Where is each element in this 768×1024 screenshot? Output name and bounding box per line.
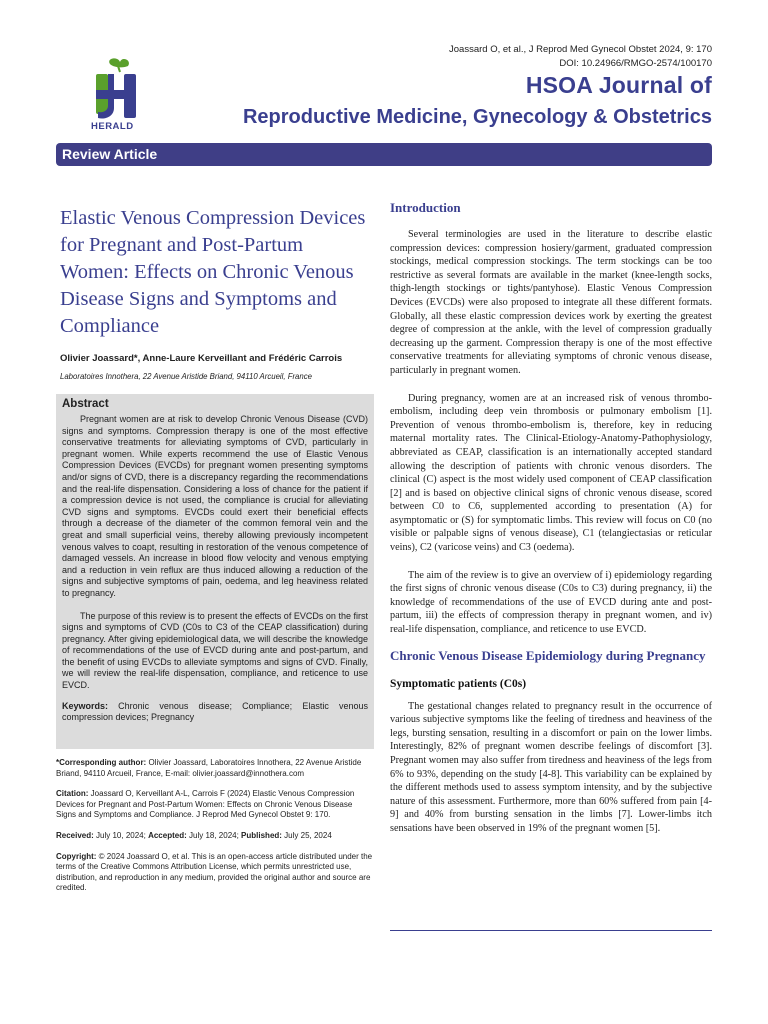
article-title: Elastic Venous Compression Devices for Pregnant and Post-Partum Women: Effects on Chronic Venous Disease Signs and Symptoms and Compliance bbox=[60, 207, 366, 337]
article-affiliation: Laboratoires Innothera, 22 Avenue Aristide Briand, 94110 Arcueil, France bbox=[60, 372, 312, 381]
section-heading-introduction: Introduction bbox=[390, 200, 461, 215]
note-label: Received: bbox=[56, 830, 94, 840]
body-column bbox=[390, 199, 712, 836]
abstract-paragraph: Pregnant women are at risk to develop Chronic Venous Disease (CVD) signs and symptoms. Compression therapy is one of the most effective conservative treatments for alleviating symptoms of CVD, particularly in pregnant women. While experts recommend the use of Elastic Venous Compression Devices (EVCDs) for pregnant women presenting symptoms and/or signs of CVD, there is a discrepancy regarding the recommendations and the real-life dispensation. Considering a loss of chance for the patient if a compression device is not used, the compliance is crucial for alleviating CVD signs and symptoms. EVCDs could exert their beneficial effects through a decrease of the diameter of the common femoral vein and the great and small superficial veins, thereby allowing previously incompetent venous valves to coapt, resulting in restoration of the venous competence of damaged vessels. An increase in blood flow velocity and venous emptying and a reduction in vein reflux are thus induced allowing a reduction of the signs and subjective symptoms of pain, oedema, and leg heaviness related to pregnancy. bbox=[62, 414, 368, 598]
article-type-label: Review Article bbox=[62, 146, 158, 162]
journal-title: HSOA Journal of bbox=[525, 72, 712, 98]
dates-note bbox=[56, 831, 374, 842]
body-paragraph: During pregnancy, women are at an increased risk of venous thrombo-embolism, including deep vein thrombosis or pulmonary embolism [1]. Prevention of venous thrombo-embolism is, therefore, key in reducing maternal mortality rates. The Clinical-Etiology-Anatomy-Pathophysiology, abbreviated as CEAP, classification is an internationally accepted standard allowing the description of patients with chronic venous disorders. The clinical (C) aspect is the most widely used component of CEAP classification [2] and is based on objective clinical signs of chronic venous disease, scored between C0 to C6, supplemented according to presentation (A) for asymptomatic or (S) for symptomatic limbs. This review will focus on C0 (no visible or palpable signs of venous disease), C1 (telangiectasias or reticular veins), C2 (varicose veins) and C3 (oedema). bbox=[390, 392, 712, 554]
note-label: Citation: bbox=[56, 789, 89, 799]
article-citation-header bbox=[449, 43, 712, 71]
body-paragraph: The aim of the review is to give an overview of i) epidemiology regarding the first signs of chronic venous disease (C0s to C3) during pregnancy, ii) the knowledge of recommendations of the use of EVCD during ante and post-partum, iii) the effects of compression therapy in pregnant women, and iv) real-life dispensation, compliance, and reticence to use EVCD. bbox=[390, 569, 712, 636]
keywords-label: Keywords: bbox=[62, 700, 109, 711]
title-block bbox=[56, 205, 374, 381]
doi-line: DOI: 10.24966/RMGO-2574/100170 bbox=[559, 58, 712, 69]
note-label: Published: bbox=[241, 830, 282, 840]
note-text: July 10, 2024; bbox=[96, 830, 146, 840]
journal-subtitle: Reproductive Medicine, Gynecology & Obstetrics bbox=[242, 106, 712, 128]
body-paragraph: The gestational changes related to pregnancy result in the occurrence of various subjective symptoms like the feeling of tiredness and heaviness of the legs, bursting sensation, resulting in a discomfort or pain on the lower limbs. Interestingly, 82% of pregnant women describe feelings of discomfort [3]. Pregnant women may also suffer from tiredness and heaviness of the legs from 6% to 93%, depending on the study [4-8]. This variability can be explained by the different methods used to assess symptom intensity, and by the subjective nature of this assessment. Furthermore, more than 60% suffered from pain [4-9] and 40% from bursting sensation in the limbs [7]. Lower-limbs itch sensations have been observed in 19% of the pregnant women [5]. bbox=[390, 700, 712, 834]
note-text: July 18, 2024; bbox=[189, 830, 239, 840]
article-authors: Olivier Joassard*, Anne-Laure Kerveillant and Frédéric Carrois bbox=[60, 353, 343, 364]
copyright-note bbox=[56, 852, 374, 894]
note-label: Copyright: bbox=[56, 851, 97, 861]
note-label: Accepted: bbox=[148, 830, 187, 840]
keywords-text: Chronic venous disease; Compliance; Elastic venous compression devices; Pregnancy bbox=[62, 700, 368, 723]
logo-text: HERALD bbox=[91, 121, 134, 132]
keywords bbox=[62, 701, 368, 724]
section-heading-epidemiology: Chronic Venous Disease Epidemiology during Pregnancy bbox=[390, 647, 706, 663]
subsection-heading-symptomatic: Symptomatic patients (C0s) bbox=[390, 677, 527, 690]
note-text: July 25, 2024 bbox=[284, 830, 332, 840]
abstract-heading: Abstract bbox=[62, 398, 109, 410]
citation-note bbox=[56, 789, 374, 821]
citation-line: Joassard O, et al., J Reprod Med Gynecol Obstet 2024, 9: 170 bbox=[449, 44, 712, 55]
note-text: © 2024 Joassard O, et al. This is an open-access article distributed under the terms of the Creative Commons Attribution License, which permits unrestricted use, distribution, and reproduction in any medium, provided the original author and source are credited. bbox=[56, 851, 373, 893]
note-text: Joassard O, Kerveillant A-L, Carrois F (2024) Elastic Venous Compression Devices for Pregnant and Post-Partum Women: Effects on Chronic Venous Disease Signs and Symptoms and Compliance. J Reprod Med Gynecol Obstet 9: 170. bbox=[56, 789, 355, 820]
corresponding-author-note bbox=[56, 758, 374, 779]
body-paragraph: Several terminologies are used in the literature to describe elastic compression devices: compression hosiery/garment, graduated compression stockings, medical compression stockings. The term stockings can be too restrictive as several formats are available in the market (knee-length socks, thigh-length stockings or tights/pantyhose). Elastic Venous Compression Devices (EVCDs) were also proposed to integrate all these different formats. Globally, all these elastic compression devices work by exerting the greatest degree of compression at the ankle, with the level of compression gradually decreasing up the garment. Compression therapy is one of the most effective conservative treatments for alleviating symptoms of chronic venous disease, particularly in pregnant women. bbox=[390, 229, 712, 376]
article-notes bbox=[56, 758, 374, 904]
abstract-box bbox=[56, 394, 374, 749]
abstract-paragraph: The purpose of this review is to present the effects of EVCDs on the first signs and symptoms of CVD (C0s to C3 of the CEAP classification) during pregnancy. After giving epidemiological data, we will describe the knowledge of recommendations of the use of EVCD during ante and post-partum, and the benefit of using EVCDs to alleviate symptoms and signs of CVD. Finally, we will review the real-life dispensation, compliance, and reticence to use EVCD. bbox=[62, 610, 368, 691]
note-label: *Corresponding author: bbox=[56, 758, 147, 767]
footer-rule bbox=[390, 930, 712, 931]
article-type-bar bbox=[56, 143, 712, 166]
note-text: Olivier Joassard, Laboratoires Innothera, 22 Avenue Aristide Briand, 94110 Arcueil, France, E-mail: olivier.joassard@innothera.com bbox=[56, 758, 362, 778]
